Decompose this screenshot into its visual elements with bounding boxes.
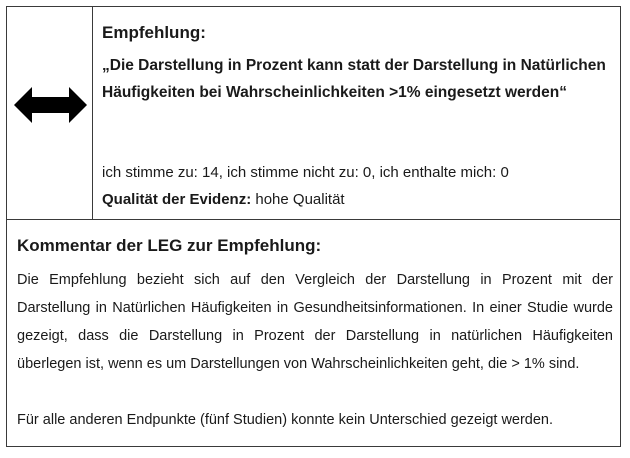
comment-last-line: Für alle anderen Endpunkte (fünf Studien) konnte kein Unterschied gezeigt werden. bbox=[17, 412, 554, 428]
vote-result: ich stimme zu: 14, ich stimme nicht zu: 0, ich enthalte mich: 0 bbox=[102, 164, 509, 181]
recommendation-heading: Empfehlung: bbox=[102, 23, 206, 42]
comment-paragraph: Die Empfehlung bezieht sich auf den Vergleich der Darstellung in Prozent mit der Darstellung in Natürlichen Häufigkeiten in Gesundheitsinformationen. In einer Studie wurde gezeigt, dass die Darstellung in Prozent der Darstellung in natürlichen Häufigkeiten überlegen ist, wenn es um Darstellungen von Wahrscheinlichkeiten geht, die > 1% sind. bbox=[17, 272, 613, 372]
comment-heading: Kommentar der LEG zur Empfehlung: bbox=[17, 236, 322, 255]
recommendation-box bbox=[6, 6, 621, 447]
double-arrow-icon bbox=[14, 85, 87, 125]
recommendation-row bbox=[7, 7, 620, 220]
evidence-label: Qualität der Evidenz: bbox=[102, 191, 252, 208]
recommendation-quote: „Die Darstellung in Prozent kann statt der Darstellung in Natürlichen Häufigkeiten bei Wahrscheinlichkeiten >1% eingesetzt werden“ bbox=[102, 57, 606, 101]
recommendation-cell bbox=[93, 7, 620, 219]
evidence-value: hohe Qualität bbox=[251, 191, 345, 208]
icon-cell bbox=[7, 7, 93, 219]
evidence-quality bbox=[102, 190, 345, 210]
